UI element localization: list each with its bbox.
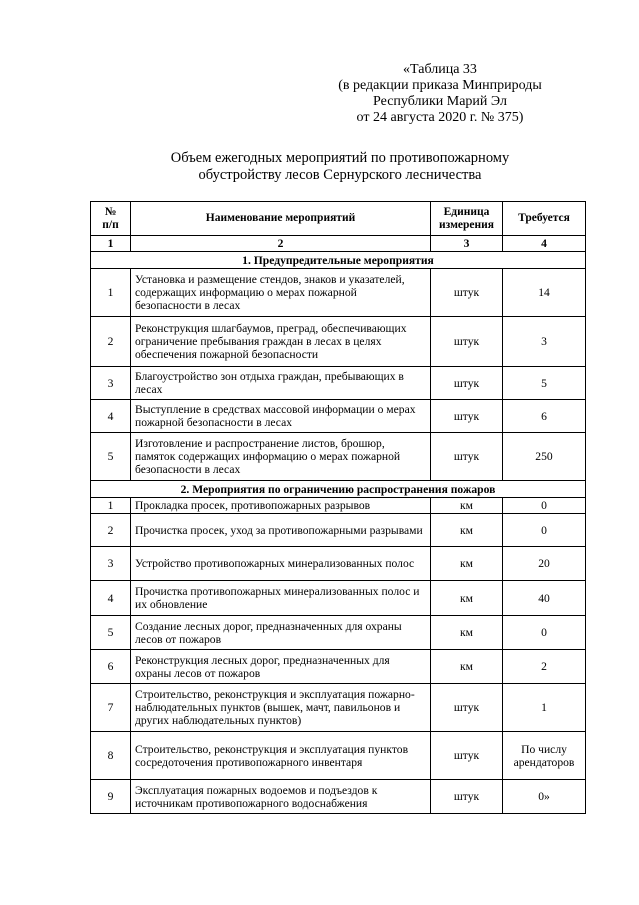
- row-unit: штук: [431, 269, 503, 317]
- row-name: Создание лесных дорог, предназначенных для охраны лесов от пожаров: [131, 616, 431, 650]
- table-row: [91, 367, 586, 400]
- row-num: 7: [91, 684, 131, 732]
- row-num: 3: [91, 547, 131, 581]
- row-required: 2: [503, 650, 586, 684]
- row-num: 2: [91, 514, 131, 547]
- row-unit: штук: [431, 317, 503, 367]
- header-name: Наименование мероприятий: [131, 202, 431, 236]
- row-name: Реконструкция шлагбаумов, преград, обеспечивающих ограничение пребывания граждан в лесах в целях обеспечения пожарной безопасности: [131, 317, 431, 367]
- row-required: По числу арендаторов: [503, 732, 586, 780]
- row-num: 9: [91, 780, 131, 814]
- row-name: Устройство противопожарных минерализованных полос: [131, 547, 431, 581]
- table-reference: [330, 62, 550, 126]
- row-required: 0: [503, 616, 586, 650]
- section-2-header: [91, 481, 586, 498]
- header-row: [91, 202, 586, 236]
- column-number: 1: [91, 236, 131, 252]
- row-num: 3: [91, 367, 131, 400]
- row-required: 14: [503, 269, 586, 317]
- title-line-2: обустройству лесов Сернурского лесничества: [198, 167, 482, 183]
- row-required: 250: [503, 433, 586, 481]
- table-row: [91, 547, 586, 581]
- row-required: 0: [503, 514, 586, 547]
- row-unit: штук: [431, 780, 503, 814]
- header-unit: Единица измерения: [431, 202, 503, 236]
- column-number: 4: [503, 236, 586, 252]
- row-num: 1: [91, 498, 131, 514]
- row-name: Эксплуатация пожарных водоемов и подъездов к источникам противопожарного водоснабжения: [131, 780, 431, 814]
- column-numbers-row: [91, 236, 586, 252]
- row-required: 3: [503, 317, 586, 367]
- row-name: Строительство, реконструкция и эксплуатация пунктов сосредоточения противопожарного инвентаря: [131, 732, 431, 780]
- table-row: [91, 498, 586, 514]
- row-unit: км: [431, 547, 503, 581]
- row-name: Реконструкция лесных дорог, предназначенных для охраны лесов от пожаров: [131, 650, 431, 684]
- row-name: Прочистка просек, уход за противопожарными разрывами: [131, 514, 431, 547]
- row-required: 40: [503, 581, 586, 616]
- row-num: 4: [91, 581, 131, 616]
- row-num: 1: [91, 269, 131, 317]
- row-unit: штук: [431, 732, 503, 780]
- row-unit: км: [431, 498, 503, 514]
- measures-table: [90, 201, 586, 814]
- amendment-issuer: Республики Марий Эл: [373, 94, 507, 109]
- row-unit: км: [431, 616, 503, 650]
- row-name: Прочистка противопожарных минерализованных полос и их обновление: [131, 581, 431, 616]
- table-row: [91, 269, 586, 317]
- row-unit: штук: [431, 400, 503, 433]
- table-row: [91, 400, 586, 433]
- section-title: 2. Мероприятия по ограничению распространения пожаров: [91, 481, 586, 498]
- table-row: [91, 780, 586, 814]
- row-num: 5: [91, 616, 131, 650]
- row-unit: км: [431, 650, 503, 684]
- row-name: Прокладка просек, противопожарных разрывов: [131, 498, 431, 514]
- row-required: 20: [503, 547, 586, 581]
- row-name: Строительство, реконструкция и эксплуатация пожарно-наблюдательных пунктов (вышек, мачт, павильонов и других наблюдательных пунктов): [131, 684, 431, 732]
- row-required: 1: [503, 684, 586, 732]
- row-required: 0»: [503, 780, 586, 814]
- row-unit: штук: [431, 684, 503, 732]
- row-num: 6: [91, 650, 131, 684]
- section-title: 1. Предупредительные мероприятия: [91, 252, 586, 269]
- row-name: Выступление в средствах массовой информации о мерах пожарной безопасности в лесах: [131, 400, 431, 433]
- row-num: 2: [91, 317, 131, 367]
- row-unit: км: [431, 514, 503, 547]
- table-row: [91, 514, 586, 547]
- row-unit: штук: [431, 433, 503, 481]
- row-unit: км: [431, 581, 503, 616]
- table-row: [91, 732, 586, 780]
- row-name: Изготовление и распространение листов, брошюр, памяток содержащих информацию о мерах пожарной безопасности в лесах: [131, 433, 431, 481]
- document-title: [80, 150, 600, 184]
- table-row: [91, 581, 586, 616]
- amendment-date: от 24 августа 2020 г. № 375): [356, 110, 524, 125]
- table-row: [91, 616, 586, 650]
- column-number: 2: [131, 236, 431, 252]
- table-row: [91, 650, 586, 684]
- header-required: Требуется: [503, 202, 586, 236]
- row-num: 4: [91, 400, 131, 433]
- row-num: 8: [91, 732, 131, 780]
- row-required: 5: [503, 367, 586, 400]
- row-num: 5: [91, 433, 131, 481]
- row-name: Благоустройство зон отдыха граждан, пребывающих в лесах: [131, 367, 431, 400]
- header-num: № п/п: [91, 202, 131, 236]
- row-unit: штук: [431, 367, 503, 400]
- row-name: Установка и размещение стендов, знаков и указателей, содержащих информацию о мерах пожарной безопасности в лесах: [131, 269, 431, 317]
- amendment-note: (в редакции приказа Минприроды: [338, 78, 542, 93]
- table-number: «Таблица 33: [403, 62, 477, 77]
- table-row: [91, 684, 586, 732]
- table-row: [91, 433, 586, 481]
- row-required: 0: [503, 498, 586, 514]
- row-required: 6: [503, 400, 586, 433]
- table-row: [91, 317, 586, 367]
- title-line-1: Объем ежегодных мероприятий по противопожарному: [170, 150, 510, 166]
- column-number: 3: [431, 236, 503, 252]
- section-1-header: [91, 252, 586, 269]
